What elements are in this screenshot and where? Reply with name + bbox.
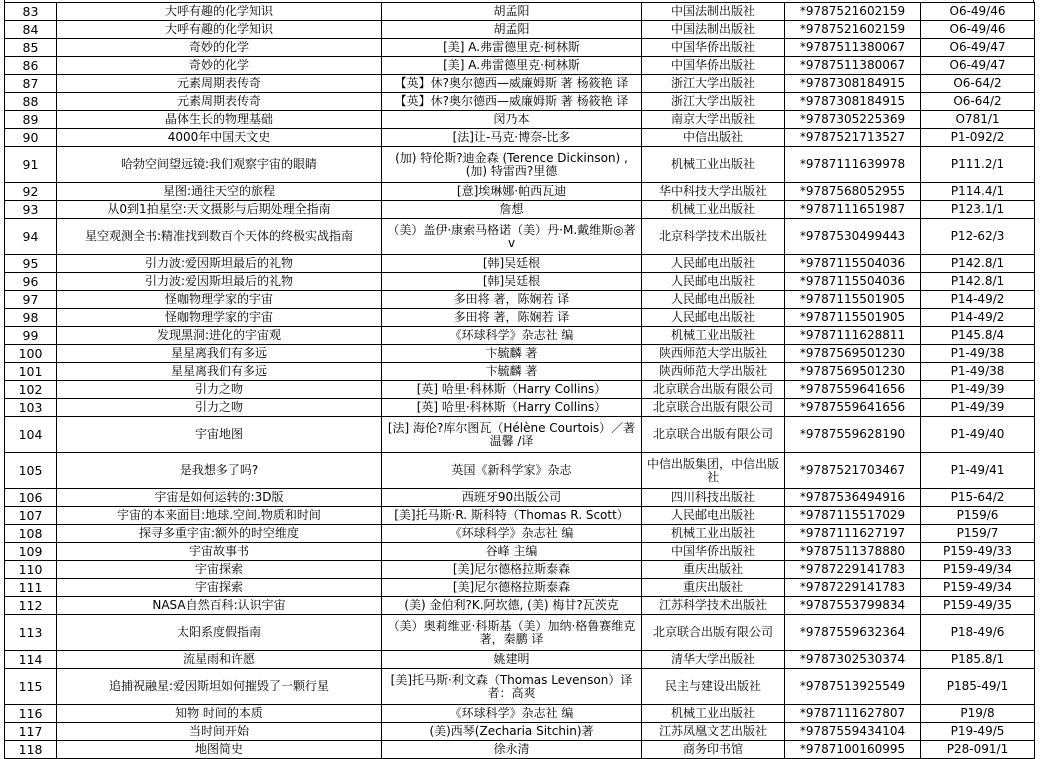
author-cell[interactable]: （美）奥莉维亚·科斯基（美）加纳·格鲁赛维克 著，秦鹏 译 <box>382 615 642 651</box>
row-number-cell[interactable]: 89 <box>5 111 57 129</box>
title-cell[interactable]: 怪咖物理学家的宇宙 <box>57 309 382 327</box>
table-row <box>5 669 1035 705</box>
table-row <box>5 543 1035 561</box>
title-cell[interactable]: 宇宙地图 <box>57 417 382 453</box>
publisher-cell[interactable]: 中国华侨出版社 <box>642 543 785 561</box>
row-number-cell[interactable]: 116 <box>5 705 57 723</box>
table-row <box>5 705 1035 723</box>
table-row <box>5 363 1035 381</box>
table-row <box>5 75 1035 93</box>
call-number-cell[interactable]: P111.2/1 <box>921 147 1035 183</box>
call-number-cell[interactable]: P1-49/39 <box>921 381 1035 399</box>
publisher-cell[interactable]: 中国法制出版社 <box>642 3 785 21</box>
isbn-cell[interactable]: *9787559628190 <box>785 417 921 453</box>
title-cell[interactable]: 引力波:爱因斯坦最后的礼物 <box>57 273 382 291</box>
call-number-cell[interactable]: P142.8/1 <box>921 273 1035 291</box>
author-cell[interactable]: [美]托马斯·利文森（Thomas Levenson）译者：高爽 <box>382 669 642 705</box>
table-row <box>5 93 1035 111</box>
table-row <box>5 129 1035 147</box>
author-cell[interactable]: 《环球科学》杂志社 编 <box>382 525 642 543</box>
author-cell[interactable]: 徐永清 <box>382 741 642 759</box>
call-number-cell[interactable]: P185-49/1 <box>921 669 1035 705</box>
call-number-cell[interactable]: P1-092/2 <box>921 129 1035 147</box>
table-row <box>5 579 1035 597</box>
table-body <box>5 3 1035 759</box>
call-number-cell[interactable]: P14-49/2 <box>921 309 1035 327</box>
row-number-cell[interactable]: 96 <box>5 273 57 291</box>
isbn-cell[interactable]: *9787536494916 <box>785 489 921 507</box>
row-number-cell[interactable]: 102 <box>5 381 57 399</box>
row-number-cell[interactable]: 100 <box>5 345 57 363</box>
isbn-cell[interactable]: *9787229141783 <box>785 579 921 597</box>
table-row <box>5 723 1035 741</box>
publisher-cell[interactable]: 陕西师范大学出版社 <box>642 363 785 381</box>
title-cell[interactable]: 元素周期表传奇 <box>57 75 382 93</box>
author-cell[interactable]: [法] 海伦?库尔图瓦（Hélène Courtois）／著 温馨 /译 <box>382 417 642 453</box>
isbn-cell[interactable]: *9787229141783 <box>785 561 921 579</box>
title-cell[interactable]: 引力之吻 <box>57 381 382 399</box>
title-cell[interactable]: 哈勃空间望远镜:我们观察宇宙的眼睛 <box>57 147 382 183</box>
call-number-cell[interactable]: P15-64/2 <box>921 489 1035 507</box>
author-cell[interactable]: 多田将 著，陈娴若 译 <box>382 291 642 309</box>
row-number-cell[interactable]: 115 <box>5 669 57 705</box>
publisher-cell[interactable]: 重庆出版社 <box>642 579 785 597</box>
row-number-cell[interactable]: 95 <box>5 255 57 273</box>
table-row <box>5 381 1035 399</box>
title-cell[interactable]: 宇宙故事书 <box>57 543 382 561</box>
publisher-cell[interactable]: 江苏科学技术出版社 <box>642 597 785 615</box>
publisher-cell[interactable]: 北京联合出版有限公司 <box>642 417 785 453</box>
title-cell[interactable]: 宇宙探索 <box>57 579 382 597</box>
call-number-cell[interactable]: P159-49/34 <box>921 579 1035 597</box>
author-cell[interactable]: [美]尼尔德格拉斯泰森 <box>382 561 642 579</box>
isbn-cell[interactable]: *9787511378880 <box>785 543 921 561</box>
spreadsheet <box>4 0 1034 759</box>
author-cell[interactable]: [英] 哈里·科林斯（Harry Collins） <box>382 399 642 417</box>
row-number-cell[interactable]: 87 <box>5 75 57 93</box>
call-number-cell[interactable]: P159-49/34 <box>921 561 1035 579</box>
table-row <box>5 453 1035 489</box>
row-number-cell[interactable]: 94 <box>5 219 57 255</box>
publisher-cell[interactable]: 人民邮电出版社 <box>642 255 785 273</box>
publisher-cell[interactable]: 机械工业出版社 <box>642 327 785 345</box>
call-number-cell[interactable]: O6-49/47 <box>921 57 1035 75</box>
publisher-cell[interactable]: 人民邮电出版社 <box>642 291 785 309</box>
table-row <box>5 507 1035 525</box>
author-cell[interactable]: [法]让-马克·博奈-比多 <box>382 129 642 147</box>
author-cell[interactable]: [英] 哈里·科林斯（Harry Collins） <box>382 381 642 399</box>
publisher-cell[interactable]: 重庆出版社 <box>642 561 785 579</box>
row-number-cell[interactable]: 117 <box>5 723 57 741</box>
call-number-cell[interactable]: P1-49/39 <box>921 399 1035 417</box>
call-number-cell[interactable]: P159-49/33 <box>921 543 1035 561</box>
title-cell[interactable]: 星星离我们有多远 <box>57 345 382 363</box>
table-row <box>5 651 1035 669</box>
table-row <box>5 147 1035 183</box>
title-cell[interactable]: 流星雨和许愿 <box>57 651 382 669</box>
author-cell[interactable]: （美）盖伊·康索马格诺（美）丹·M.戴维斯◎著v <box>382 219 642 255</box>
row-number-cell[interactable]: 84 <box>5 21 57 39</box>
title-cell[interactable]: 引力波:爱因斯坦最后的礼物 <box>57 255 382 273</box>
title-cell[interactable]: 当时间开始 <box>57 723 382 741</box>
title-cell[interactable]: 追捕祝融星:爱因斯坦如何摧毁了一颗行星 <box>57 669 382 705</box>
call-number-cell[interactable]: O6-64/2 <box>921 93 1035 111</box>
isbn-cell[interactable]: *9787568052955 <box>785 183 921 201</box>
row-number-cell[interactable]: 85 <box>5 39 57 57</box>
publisher-cell[interactable]: 北京联合出版有限公司 <box>642 399 785 417</box>
row-number-cell[interactable]: 110 <box>5 561 57 579</box>
publisher-cell[interactable]: 中信出版集团，中信出版社 <box>642 453 785 489</box>
table-row <box>5 525 1035 543</box>
call-number-cell[interactable]: P142.8/1 <box>921 255 1035 273</box>
isbn-cell[interactable]: *9787553799834 <box>785 597 921 615</box>
isbn-cell[interactable]: *9787521602159 <box>785 21 921 39</box>
title-cell[interactable]: 元素周期表传奇 <box>57 93 382 111</box>
call-number-cell[interactable]: O6-49/46 <box>921 21 1035 39</box>
call-number-cell[interactable]: P19/8 <box>921 705 1035 723</box>
author-cell[interactable]: 《环球科学》杂志社 编 <box>382 705 642 723</box>
title-cell[interactable]: 晶体生长的物理基础 <box>57 111 382 129</box>
title-cell[interactable]: 太阳系度假指南 <box>57 615 382 651</box>
publisher-cell[interactable]: 浙江大学出版社 <box>642 93 785 111</box>
table-row <box>5 561 1035 579</box>
title-cell[interactable]: 地图简史 <box>57 741 382 759</box>
call-number-cell[interactable]: P1-49/38 <box>921 345 1035 363</box>
row-number-cell[interactable]: 93 <box>5 201 57 219</box>
table-row <box>5 3 1035 21</box>
table-row <box>5 201 1035 219</box>
publisher-cell[interactable]: 四川科技出版社 <box>642 489 785 507</box>
isbn-cell[interactable]: *9787559434104 <box>785 723 921 741</box>
isbn-cell[interactable]: *9787559632364 <box>785 615 921 651</box>
row-number-cell[interactable]: 107 <box>5 507 57 525</box>
call-number-cell[interactable]: O781/1 <box>921 111 1035 129</box>
row-number-cell[interactable]: 106 <box>5 489 57 507</box>
isbn-cell[interactable]: *9787308184915 <box>785 93 921 111</box>
row-number-cell[interactable]: 105 <box>5 453 57 489</box>
table-row <box>5 255 1035 273</box>
row-number-cell[interactable]: 111 <box>5 579 57 597</box>
call-number-cell[interactable]: O6-64/2 <box>921 75 1035 93</box>
row-number-cell[interactable]: 118 <box>5 741 57 759</box>
row-number-cell[interactable]: 92 <box>5 183 57 201</box>
call-number-cell[interactable]: P123.1/1 <box>921 201 1035 219</box>
author-cell[interactable]: 詹想 <box>382 201 642 219</box>
isbn-cell[interactable]: *9787513925549 <box>785 669 921 705</box>
author-cell[interactable]: [韩]吴廷根 <box>382 255 642 273</box>
isbn-cell[interactable]: *9787111627807 <box>785 705 921 723</box>
publisher-cell[interactable]: 民主与建设出版社 <box>642 669 785 705</box>
call-number-cell[interactable]: P145.8/4 <box>921 327 1035 345</box>
isbn-cell[interactable]: *9787521703467 <box>785 453 921 489</box>
row-number-cell[interactable]: 112 <box>5 597 57 615</box>
table-row <box>5 309 1035 327</box>
isbn-cell[interactable]: *9787559641656 <box>785 381 921 399</box>
publisher-cell[interactable]: 人民邮电出版社 <box>642 507 785 525</box>
author-cell[interactable]: (美) 金伯利?K.阿坎德, (美) 梅甘?瓦茨克 <box>382 597 642 615</box>
call-number-cell[interactable]: P18-49/6 <box>921 615 1035 651</box>
isbn-cell[interactable]: *9787100160995 <box>785 741 921 759</box>
table-row <box>5 345 1035 363</box>
publisher-cell[interactable]: 浙江大学出版社 <box>642 75 785 93</box>
author-cell[interactable]: 谷峰 主编 <box>382 543 642 561</box>
publisher-cell[interactable]: 北京联合出版有限公司 <box>642 381 785 399</box>
publisher-cell[interactable]: 陕西师范大学出版社 <box>642 345 785 363</box>
isbn-cell[interactable]: *9787521602159 <box>785 3 921 21</box>
isbn-cell[interactable]: *9787111651987 <box>785 201 921 219</box>
publisher-cell[interactable]: 中国法制出版社 <box>642 21 785 39</box>
author-cell[interactable]: 闵乃本 <box>382 111 642 129</box>
table-row <box>5 615 1035 651</box>
call-number-cell[interactable]: O6-49/46 <box>921 3 1035 21</box>
isbn-cell[interactable]: *9787511380067 <box>785 39 921 57</box>
publisher-cell[interactable]: 商务印书馆 <box>642 741 785 759</box>
publisher-cell[interactable]: 机械工业出版社 <box>642 201 785 219</box>
author-cell[interactable]: [美] A.弗雷德里克·柯林斯 <box>382 57 642 75</box>
table-row <box>5 399 1035 417</box>
author-cell[interactable]: (美)西琴(Zecharia Sitchin)著 <box>382 723 642 741</box>
isbn-cell[interactable]: *9787511380067 <box>785 57 921 75</box>
row-number-cell[interactable]: 109 <box>5 543 57 561</box>
author-cell[interactable]: [美]托马斯·R. 斯科特（Thomas R. Scott） <box>382 507 642 525</box>
table-row <box>5 219 1035 255</box>
title-cell[interactable]: 宇宙是如何运转的:3D版 <box>57 489 382 507</box>
author-cell[interactable]: 西班牙90出版公司 <box>382 489 642 507</box>
isbn-cell[interactable]: *9787111639978 <box>785 147 921 183</box>
author-cell[interactable]: (加) 特伦斯?迪金森 (Terence Dickinson) , (加) 特雷西?里德 <box>382 147 642 183</box>
author-cell[interactable]: 姚建明 <box>382 651 642 669</box>
isbn-cell[interactable]: *9787302530374 <box>785 651 921 669</box>
author-cell[interactable]: 多田将 著，陈娴若 译 <box>382 309 642 327</box>
publisher-cell[interactable]: 人民邮电出版社 <box>642 273 785 291</box>
author-cell[interactable]: 【英】休?奥尔德西—威廉姆斯 著 杨筱艳 译 <box>382 93 642 111</box>
row-number-cell[interactable]: 101 <box>5 363 57 381</box>
table-row <box>5 327 1035 345</box>
author-cell[interactable]: [美] A.弗雷德里克·柯林斯 <box>382 39 642 57</box>
table-row <box>5 57 1035 75</box>
isbn-cell[interactable]: *9787521713527 <box>785 129 921 147</box>
author-cell[interactable]: 胡孟阳 <box>382 21 642 39</box>
row-number-cell[interactable]: 114 <box>5 651 57 669</box>
title-cell[interactable]: 探寻多重宇宙:额外的时空维度 <box>57 525 382 543</box>
title-cell[interactable]: 宇宙的本来面目:地球.空间.物质和时间 <box>57 507 382 525</box>
title-cell[interactable]: 星图:通往天空的旅程 <box>57 183 382 201</box>
isbn-cell[interactable]: *9787115501905 <box>785 309 921 327</box>
author-cell[interactable]: 【英】休?奥尔德西—威廉姆斯 著 杨筱艳 译 <box>382 75 642 93</box>
table-row <box>5 183 1035 201</box>
author-cell[interactable]: 卞毓麟 著 <box>382 345 642 363</box>
title-cell[interactable]: 发现黑洞:进化的宇宙观 <box>57 327 382 345</box>
author-cell[interactable]: [美]尼尔德格拉斯泰森 <box>382 579 642 597</box>
call-number-cell[interactable]: P14-49/2 <box>921 291 1035 309</box>
title-cell[interactable]: 星星离我们有多远 <box>57 363 382 381</box>
author-cell[interactable]: 卞毓麟 著 <box>382 363 642 381</box>
publisher-cell[interactable]: 南京大学出版社 <box>642 111 785 129</box>
table-row <box>5 21 1035 39</box>
publisher-cell[interactable]: 机械工业出版社 <box>642 147 785 183</box>
table-row <box>5 597 1035 615</box>
row-number-cell[interactable]: 98 <box>5 309 57 327</box>
table-row <box>5 111 1035 129</box>
call-number-cell[interactable]: P185.8/1 <box>921 651 1035 669</box>
call-number-cell[interactable]: P1-49/38 <box>921 363 1035 381</box>
isbn-cell[interactable]: *9787115517029 <box>785 507 921 525</box>
row-number-cell[interactable]: 91 <box>5 147 57 183</box>
publisher-cell[interactable]: 华中科技大学出版社 <box>642 183 785 201</box>
author-cell[interactable]: [意]埃琳娜·帕西瓦迪 <box>382 183 642 201</box>
author-cell[interactable]: [韩]吴廷根 <box>382 273 642 291</box>
title-cell[interactable]: 怪咖物理学家的宇宙 <box>57 291 382 309</box>
call-number-cell[interactable]: P159-49/35 <box>921 597 1035 615</box>
publisher-cell[interactable]: 人民邮电出版社 <box>642 309 785 327</box>
author-cell[interactable]: 英国《新科学家》杂志 <box>382 453 642 489</box>
row-number-cell[interactable]: 97 <box>5 291 57 309</box>
table-row <box>5 417 1035 453</box>
title-cell[interactable]: NASA自然百科:认识宇宙 <box>57 597 382 615</box>
publisher-cell[interactable]: 中信出版社 <box>642 129 785 147</box>
title-cell[interactable]: 知物 时间的本质 <box>57 705 382 723</box>
title-cell[interactable]: 是我想多了吗? <box>57 453 382 489</box>
call-number-cell[interactable]: P159/7 <box>921 525 1035 543</box>
row-number-cell[interactable]: 103 <box>5 399 57 417</box>
publisher-cell[interactable]: 机械工业出版社 <box>642 525 785 543</box>
isbn-cell[interactable]: *9787308184915 <box>785 75 921 93</box>
publisher-cell[interactable]: 中国华侨出版社 <box>642 39 785 57</box>
call-number-cell[interactable]: O6-49/47 <box>921 39 1035 57</box>
publisher-cell[interactable]: 江苏凤凰文艺出版社 <box>642 723 785 741</box>
title-cell[interactable]: 大呼有趣的化学知识 <box>57 21 382 39</box>
author-cell[interactable]: 胡孟阳 <box>382 3 642 21</box>
call-number-cell[interactable]: P1-49/40 <box>921 417 1035 453</box>
isbn-cell[interactable]: *9787559641656 <box>785 399 921 417</box>
title-cell[interactable]: 大呼有趣的化学知识 <box>57 3 382 21</box>
title-cell[interactable]: 宇宙探索 <box>57 561 382 579</box>
table-row <box>5 273 1035 291</box>
row-number-cell[interactable]: 90 <box>5 129 57 147</box>
table-row <box>5 741 1035 759</box>
call-number-cell[interactable]: P12-62/3 <box>921 219 1035 255</box>
publisher-cell[interactable]: 中国华侨出版社 <box>642 57 785 75</box>
row-number-cell[interactable]: 88 <box>5 93 57 111</box>
title-cell[interactable]: 从0到1拍星空:天文摄影与后期处理全指南 <box>57 201 382 219</box>
table-row <box>5 39 1035 57</box>
isbn-cell[interactable]: *9787569501230 <box>785 363 921 381</box>
table-row <box>5 489 1035 507</box>
isbn-cell[interactable]: *9787111628811 <box>785 327 921 345</box>
row-number-cell[interactable]: 108 <box>5 525 57 543</box>
author-cell[interactable]: 《环球科学》杂志社 编 <box>382 327 642 345</box>
table-row <box>5 291 1035 309</box>
title-cell[interactable]: 奇妙的化学 <box>57 39 382 57</box>
row-number-cell[interactable]: 83 <box>5 3 57 21</box>
isbn-cell[interactable]: *9787115504036 <box>785 273 921 291</box>
call-number-cell[interactable]: P114.4/1 <box>921 183 1035 201</box>
book-list-table <box>4 2 1035 759</box>
row-number-cell[interactable]: 86 <box>5 57 57 75</box>
title-cell[interactable]: 奇妙的化学 <box>57 57 382 75</box>
isbn-cell[interactable]: *9787115501905 <box>785 291 921 309</box>
row-number-cell[interactable]: 99 <box>5 327 57 345</box>
publisher-cell[interactable]: 北京科学技术出版社 <box>642 219 785 255</box>
isbn-cell[interactable]: *9787569501230 <box>785 345 921 363</box>
call-number-cell[interactable]: P159/6 <box>921 507 1035 525</box>
isbn-cell[interactable]: *9787115504036 <box>785 255 921 273</box>
title-cell[interactable]: 星空观测全书:精准找到数百个天体的终极实战指南 <box>57 219 382 255</box>
publisher-cell[interactable]: 北京联合出版有限公司 <box>642 615 785 651</box>
isbn-cell[interactable]: *9787530499443 <box>785 219 921 255</box>
title-cell[interactable]: 4000年中国天文史 <box>57 129 382 147</box>
isbn-cell[interactable]: *9787305225369 <box>785 111 921 129</box>
title-cell[interactable]: 引力之吻 <box>57 399 382 417</box>
row-number-cell[interactable]: 113 <box>5 615 57 651</box>
call-number-cell[interactable]: P28-091/1 <box>921 741 1035 759</box>
call-number-cell[interactable]: P1-49/41 <box>921 453 1035 489</box>
row-number-cell[interactable]: 104 <box>5 417 57 453</box>
publisher-cell[interactable]: 机械工业出版社 <box>642 705 785 723</box>
call-number-cell[interactable]: P19-49/5 <box>921 723 1035 741</box>
publisher-cell[interactable]: 清华大学出版社 <box>642 651 785 669</box>
isbn-cell[interactable]: *9787111627197 <box>785 525 921 543</box>
